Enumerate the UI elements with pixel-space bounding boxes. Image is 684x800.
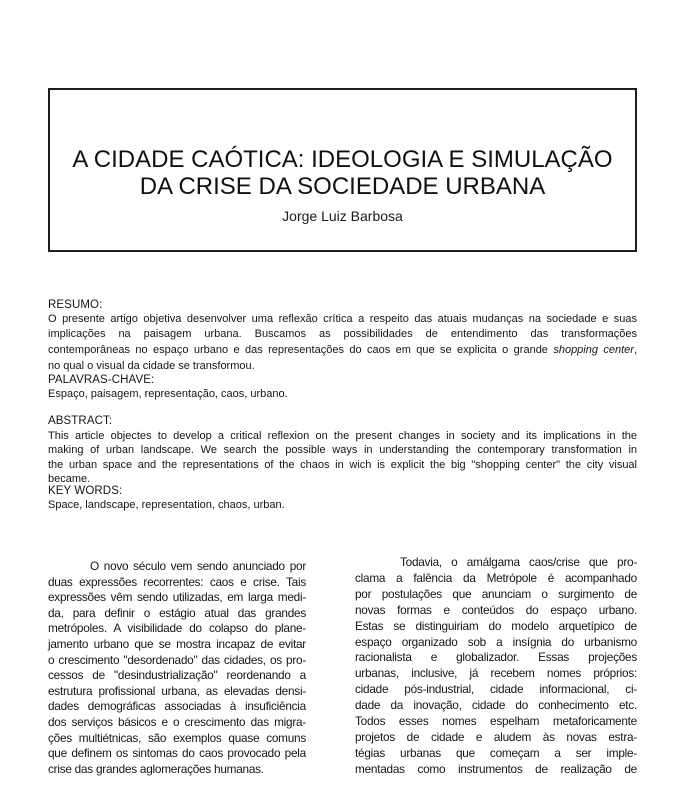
right-column-line: novas formas e conteúdos do espaço urbano. xyxy=(355,602,637,617)
right-column-line: mentadas como instrumentos de realização de xyxy=(355,761,637,776)
left-column-line: duas expressões recorrentes: caos e crise. Tais xyxy=(48,574,306,589)
right-column-line: Todavia, o amálgama caos/crise que pro- xyxy=(400,555,637,569)
left-column-line: jamento urbano que se mostra incapaz de evitar xyxy=(48,636,306,651)
left-column-line: dades demográficas associadas à insuficiência xyxy=(48,699,306,714)
left-column-line: dos serviços básicos e o crescimento das migra- xyxy=(48,714,306,729)
left-column-line: expressões vêm sendo utilizadas, em larga medi- xyxy=(48,590,306,605)
resumo-heading: RESUMO: xyxy=(48,299,103,311)
key-words-heading: KEY WORDS: xyxy=(48,485,123,497)
article-title xyxy=(50,146,635,200)
left-column-line: O novo século vem sendo anunciado por xyxy=(90,559,306,573)
abstract-line: became. xyxy=(48,473,91,486)
right-column xyxy=(355,555,637,778)
resumo-line: no qual o visual da cidade se transformou. xyxy=(48,359,255,372)
italic-term: shopping center xyxy=(553,343,634,356)
right-column-line: Estas se distinguiriam do modelo arquetípico de xyxy=(355,618,637,633)
left-column-line: crise das grandes aglomerações humanas. xyxy=(48,761,264,776)
abstract-line: making of urban landscape. We search the possible ways in understanding the contemporary transformation in xyxy=(48,444,637,457)
resumo-line xyxy=(48,343,637,359)
right-column-line: dade da inovação, cidade do conhecimento etc. xyxy=(355,698,637,713)
right-column-line: projetos de cidade e aludem às novas estra- xyxy=(355,729,637,744)
resumo-line-text: , xyxy=(633,343,638,356)
right-column-line: espaço organizado sob a insígnia do urbanismo xyxy=(355,634,637,649)
resumo-line: O presente artigo objetiva desenvolver uma reflexão crítica a respeito das atuais mudanças na sociedade e suas xyxy=(48,312,637,325)
abstract-paragraph xyxy=(48,429,637,487)
left-column-line: o crescimento "desordenado" das cidades, os pro- xyxy=(48,652,306,667)
left-column-line: ções multiétnicas, são exemplos quase comuns xyxy=(48,730,306,745)
right-column-line: cidade pós-industrial, cidade informacional, ci- xyxy=(355,682,637,697)
author-name: Jorge Luiz Barbosa xyxy=(282,208,403,224)
left-column-line: estrutura profissional urbana, as elevadas densi- xyxy=(48,683,306,698)
key-words-list: Space, landscape, representation, chaos, urban. xyxy=(48,499,285,511)
title-line: A CIDADE CAÓTICA: IDEOLOGIA E SIMULAÇÃO xyxy=(72,146,613,173)
right-column-line: tégias urbanas que começam a ser imple- xyxy=(355,745,637,760)
left-column xyxy=(48,559,306,777)
left-column-line: da, para definir o estágio atual das grandes xyxy=(48,605,306,620)
resumo-paragraph xyxy=(48,312,637,375)
abstract-line: This article objectes to develop a critical reflexion on the present changes in society and its implications in the xyxy=(48,430,637,442)
right-column-line: por postulações que anunciam o surgimento de xyxy=(355,586,637,601)
right-column-line: racionalista e globalizador. Essas projeções xyxy=(355,650,637,665)
palavras-chave-list: Espaço, paisagem, representação, caos, urbano. xyxy=(48,388,288,400)
palavras-chave-heading: PALAVRAS-CHAVE: xyxy=(48,374,155,386)
right-column-line: clama a falência da Metrópole é acompanhado xyxy=(355,570,637,585)
right-column-line: Todos esses nomes espelham metaforicamente xyxy=(355,714,637,729)
resumo-line: implicações na paisagem urbana. Buscamos as possibilidades de entendimento das transformações xyxy=(48,328,637,341)
left-column-line: metrópoles. A visibilidade do colapso do plane- xyxy=(48,621,306,636)
left-column-line: que definem os sintomas do caos provocado pela xyxy=(48,746,306,761)
title-frame xyxy=(48,88,637,252)
abstract-heading: ABSTRACT: xyxy=(48,415,113,427)
abstract-line: the urban space and the representations of the chaos in wich is explicit the big "shopping center" the city visual xyxy=(48,458,637,471)
left-column-line: cessos de "desindustrialização" reordenando a xyxy=(48,668,306,683)
right-column-line: urbanas, inclusive, já recebem nomes próprios: xyxy=(355,666,637,681)
resumo-line-text: contemporâneas no espaço urbano e das representações do caos em que se explicita o grande xyxy=(48,343,554,356)
title-line: DA CRISE DA SOCIEDADE URBANA xyxy=(139,173,546,200)
